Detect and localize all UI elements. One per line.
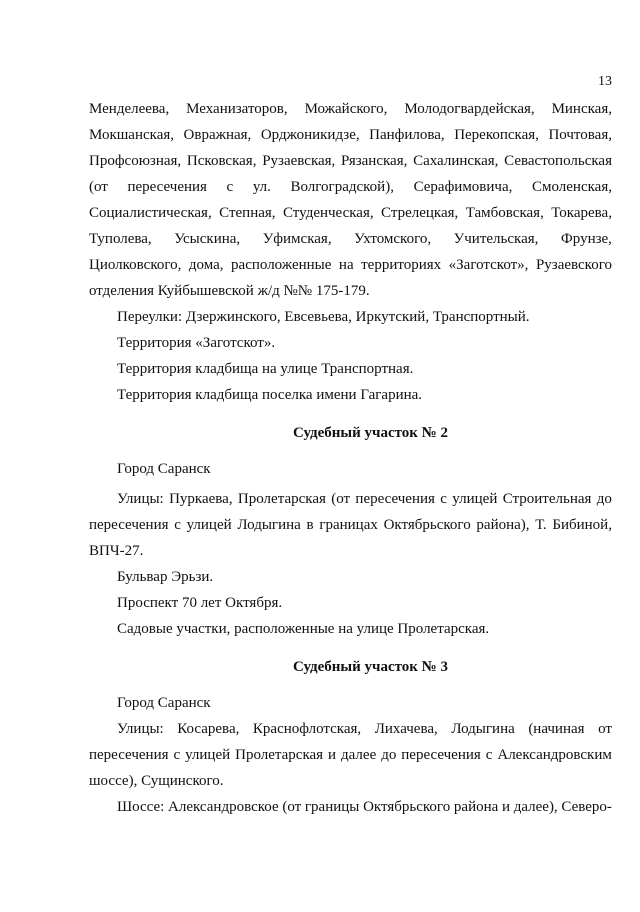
section2-heading: Судебный участок № 2 [292,425,448,441]
boulevard-paragraph: Бульвар Эрьзи. [117,569,214,585]
city-paragraph: Город Саранск [117,695,211,711]
text-line [89,486,612,512]
word: Рузаевская, [262,153,336,169]
word: (от [331,491,351,507]
word: границах [319,517,378,533]
word: Овражная, [183,127,252,143]
section1-streets [89,96,612,304]
section3-streets [89,716,612,794]
text-line [89,122,612,148]
word: района), [476,517,530,533]
word: Уфимская, [262,231,332,247]
word: пересечения [355,491,435,507]
word: Рузаевского [535,257,612,273]
word: Тамбовская, [465,205,544,221]
word: пересечения [127,179,207,195]
word: пересечения [401,747,481,763]
word: Волгоградской), [290,179,394,195]
word: Псковская, [186,153,257,169]
word: Косарева, [177,721,240,737]
word: Александровское [168,799,279,815]
word: Почтовая, [548,127,612,143]
word: Лодыгина [237,517,301,533]
avenue-paragraph: Проспект 70 лет Октября. [117,595,283,611]
word: Студенческая, [282,205,374,221]
word: Циолковского, [89,257,182,273]
text-line [89,226,612,252]
page-number: 13 [598,74,612,89]
word: Октябрьского [363,799,451,815]
text-line [89,200,612,226]
word: Перекопская, [454,127,539,143]
word: Орджоникидзе, [260,127,360,143]
word: территориях [361,257,442,273]
word: Фрунзе, [560,231,612,247]
word: Строительная [502,491,592,507]
word: с [173,747,181,763]
word: Лодыгина [451,721,515,737]
word: Рязанская, [341,153,408,169]
section3-heading: Судебный участок № 3 [292,659,448,675]
document-body [89,96,612,820]
text-line [89,174,612,200]
word: Александровским [497,747,612,763]
word: Серафимовича, [413,179,513,195]
word: Краснофлотская, [252,721,362,737]
city-paragraph: Город Саранск [117,461,211,477]
word: Пролетарская [235,747,324,763]
word: до [596,491,612,507]
word: «Заготскот», [448,257,529,273]
word: Октябрьского [383,517,471,533]
word: пересечения [89,517,169,533]
word: и [501,799,511,815]
word: границы [304,799,360,815]
word: Улицы: [117,491,164,507]
word: дома, [188,257,224,273]
word: пересечения [89,747,169,763]
word: с [174,517,181,533]
word: Профсоюзная, [89,153,182,169]
text-line: отделения Куйбышевской ж/д №№ 175-179. [89,283,370,299]
text-line [89,716,612,742]
word: в [306,517,314,533]
word: Ухтомского, [354,231,432,247]
word: Смоленская, [531,179,612,195]
word: и [328,747,337,763]
gardens-paragraph: Садовые участки, расположенные на улице Пролетарская. [117,621,490,637]
word: Токарева, [551,205,612,221]
word: улицей [185,747,231,763]
text-line [89,148,612,174]
lanes-paragraph: Переулки: Дзержинского, Евсевьева, Иркутский, Транспортный. [117,309,530,325]
word: до [381,747,397,763]
word: расположенные [231,257,332,273]
word: Механизаторов, [186,101,288,117]
word: с [226,179,234,195]
word: Социалистическая, [89,205,212,221]
word: далее [341,747,377,763]
word: Северо- [561,799,612,815]
word: Туполева, [89,231,152,247]
word: Степная, [219,205,276,221]
word: с [440,491,447,507]
territory-paragraph: Территория кладбища на улице Транспортная. [117,361,414,377]
territory-paragraph: Территория кладбища поселка имени Гагарина. [117,387,423,403]
word: Лихачева, [374,721,438,737]
territory-paragraph: Территория «Заготскот». [117,335,276,351]
text-line [89,512,612,538]
word: Т. [535,517,547,533]
word: Можайского, [304,101,388,117]
word: Мокшанская, [89,127,175,143]
word: Молодогвардейская, [404,101,535,117]
word: Улицы: [117,721,164,737]
word: на [338,257,354,273]
word: улицей [452,491,498,507]
word: Шоссе: [117,799,165,815]
word: района [453,799,499,815]
word: Пролетарская [237,491,326,507]
word: (от [89,179,108,195]
text-line [89,742,612,768]
word: Пуркаева, [169,491,233,507]
word: Севастопольская [504,153,612,169]
word: улицей [186,517,232,533]
word: (начиная [528,721,585,737]
word: Панфилова, [369,127,445,143]
word: Стрелецкая, [381,205,459,221]
text-line [89,96,612,122]
word: с [485,747,493,763]
text-line: шоссе), Сущинского. [89,773,224,789]
text-line [89,252,612,278]
word: от [598,721,612,737]
word: Усыскина, [174,231,241,247]
word: Минская, [551,101,612,117]
word: Бибиной, [552,517,612,533]
word: ул. [252,179,271,195]
word: Менделеева, [89,101,170,117]
word: Учительская, [453,231,539,247]
word: далее), [513,799,558,815]
word: (от [282,799,302,815]
section2-streets [89,486,612,564]
text-line: ВПЧ-27. [89,543,144,559]
highways-paragraph [89,794,612,820]
word: Сахалинская, [413,153,499,169]
